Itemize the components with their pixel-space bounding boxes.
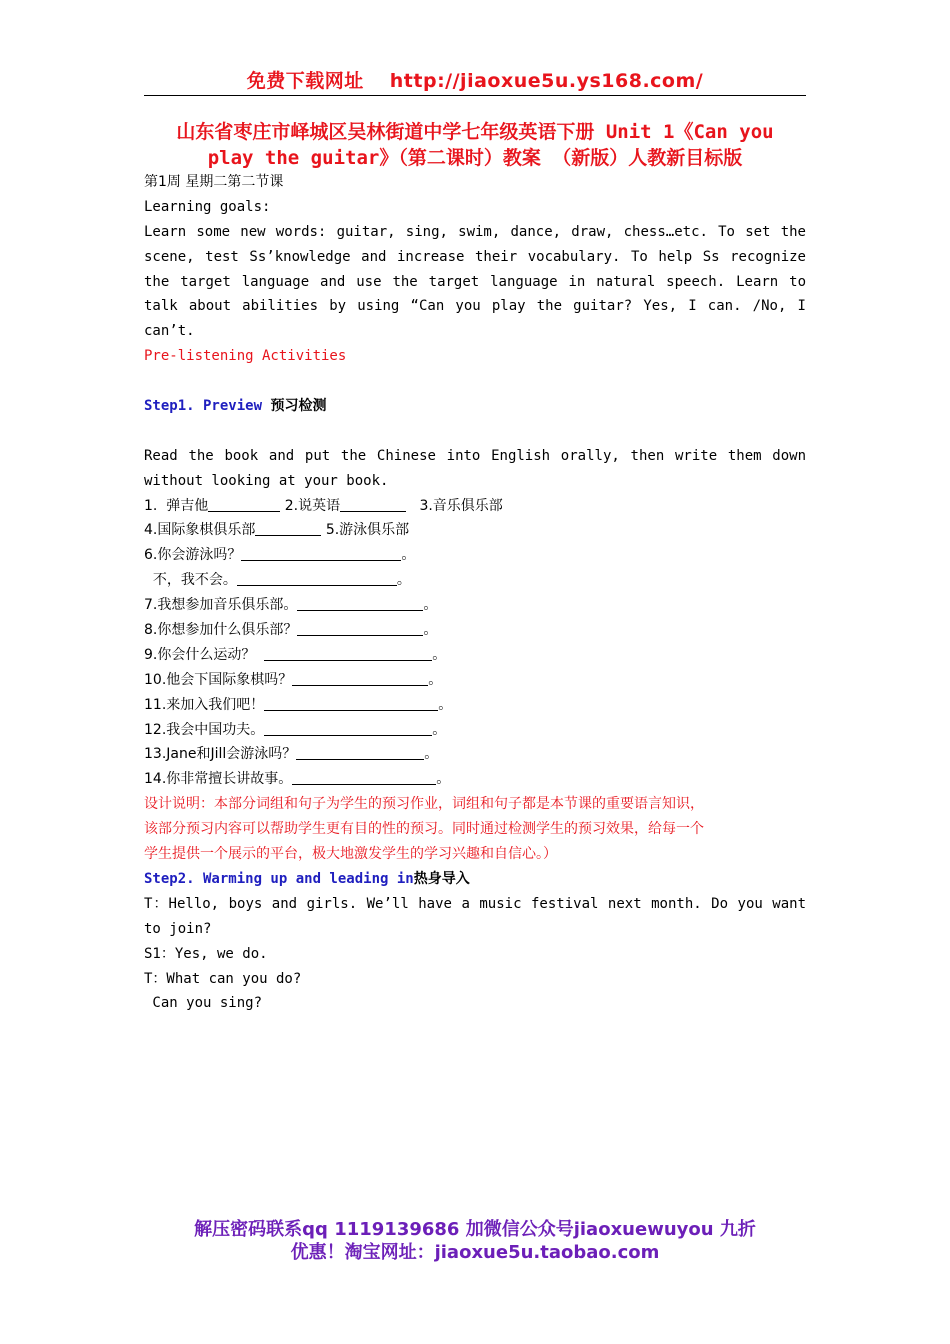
answer-blank-6b[interactable]: [237, 569, 397, 586]
goals-line-2: scene, test Ss’knowledge and increase their vocabulary. To help Ss recognize: [144, 248, 806, 265]
exercise-item-10: 10.他会下国际象棋吗？: [144, 671, 293, 688]
answer-blank-7[interactable]: [297, 594, 423, 611]
exercise-item-12: 12.我会中国功夫。: [144, 721, 265, 738]
period: 。: [438, 696, 453, 713]
spacer: [144, 369, 806, 394]
lesson-week: 第1周 星期二第二节课: [144, 174, 284, 190]
goals-line-1: Learn some new words: guitar, sing, swim, dance, draw, chess…etc. To set the: [144, 223, 806, 240]
design-note-line-1: 设计说明：本部分词组和句子为学生的预习作业，词组和句子都是本节课的重要语言知识，: [144, 796, 704, 813]
exercise-row-6b: [144, 568, 806, 593]
document-title: [144, 119, 806, 171]
exercise-row-11: [144, 693, 806, 718]
step1-heading: [144, 394, 806, 419]
title-line-1: 山东省枣庄市峄城区吴林街道中学七年级英语下册 Unit 1《Can you: [176, 121, 774, 143]
goals-line-5: can’t.: [144, 323, 195, 340]
answer-blank-8[interactable]: [297, 619, 423, 636]
header-url-link[interactable]: http://jiaoxue5u.ys168.com/: [389, 70, 704, 92]
header-divider: [144, 95, 806, 96]
step1-instruction-2: without looking at your book.: [144, 472, 389, 489]
exercise-item-6b: 不，我不会。: [144, 572, 237, 589]
exercise-row-7: [144, 593, 806, 618]
exercise-item-2: 2.说英语: [284, 497, 341, 514]
period: 。: [436, 771, 451, 788]
exercise-row-12: [144, 718, 806, 743]
period: 。: [428, 671, 443, 688]
period: 。: [423, 622, 438, 639]
document-body: [144, 170, 806, 1016]
exercise-item-1: 1. 弹吉他: [144, 497, 209, 514]
step2-label: Step2. Warming up and leading in: [144, 870, 414, 887]
goals-heading: Learning goals:: [144, 198, 271, 215]
dialog-line-3: S1：Yes, we do.: [144, 945, 268, 962]
exercise-row-8: [144, 618, 806, 643]
dialog-line-4: T：What can you do?: [144, 970, 302, 987]
step1-cn: 预习检测: [270, 398, 327, 415]
goals-line-3: the target language and use the target language in natural speech. Learn to: [144, 273, 806, 290]
period: 。: [432, 646, 447, 663]
step2-cn: 热身导入: [413, 870, 470, 887]
exercise-row-9: [144, 643, 806, 668]
exercise-item-11: 11.来加入我们吧！: [144, 696, 265, 713]
design-note-line-3: 学生提供一个展示的平台，极大地激发学生的学习兴趣和自信心。）: [144, 846, 557, 863]
exercise-item-8: 8.你想参加什么俱乐部？: [144, 622, 298, 639]
period: 。: [401, 547, 416, 564]
header-label: 免费下载网址: [246, 70, 364, 92]
exercise-row-13: [144, 742, 806, 767]
dialog-line-1: T：Hello, boys and girls. We’ll have a music festival next month. Do you want: [144, 895, 806, 912]
answer-blank-14[interactable]: [292, 768, 436, 785]
step1-label: Step1. Preview: [144, 398, 263, 415]
answer-blank-6[interactable]: [241, 544, 401, 561]
answer-blank-4[interactable]: [255, 519, 321, 536]
title-line-2: play the guitar》（第二课时）教案 （新版）人教新目标版: [207, 147, 743, 169]
pre-listening-heading: Pre-listening Activities: [144, 348, 347, 365]
goals-line-4: talk about abilities by using “Can you play the guitar? Yes, I can. /No, I: [144, 298, 806, 315]
answer-blank-1[interactable]: [208, 495, 280, 512]
exercise-item-14: 14.你非常擅长讲故事。: [144, 771, 293, 788]
exercise-row-6: [144, 543, 806, 568]
exercise-item-5: 5.游泳俱乐部: [325, 522, 410, 539]
exercise-item-6: 6.你会游泳吗？: [144, 547, 242, 564]
promo-footer: [144, 1218, 806, 1264]
period: 。: [424, 746, 439, 763]
period: 。: [423, 597, 438, 614]
exercise-item-3: 3.音乐俱乐部: [419, 497, 503, 514]
answer-blank-11[interactable]: [264, 694, 438, 711]
footer-line-1: 解压密码联系qq 1119139686 加微信公众号jiaoxuewuyou 九折: [194, 1219, 756, 1240]
answer-blank-10[interactable]: [292, 669, 428, 686]
exercise-item-4: 4.国际象棋俱乐部: [144, 522, 256, 539]
exercise-item-9: 9.你会什么运动？: [144, 646, 260, 663]
answer-blank-13[interactable]: [296, 743, 424, 760]
design-note-line-2: 该部分预习内容可以帮助学生更有目的性的预习。同时通过检测学生的预习效果，给每一个: [144, 821, 704, 838]
exercise-row-14: [144, 767, 806, 792]
period: 。: [432, 721, 447, 738]
answer-blank-9[interactable]: [264, 644, 432, 661]
exercise-row-2: [144, 518, 806, 543]
spacer: [144, 419, 806, 444]
answer-blank-12[interactable]: [264, 719, 432, 736]
dialog-line-5: Can you sing?: [144, 995, 263, 1012]
exercise-row-1: [144, 494, 806, 519]
exercise-row-10: [144, 668, 806, 693]
exercise-item-7: 7.我想参加音乐俱乐部。: [144, 597, 298, 614]
step2-heading: [144, 867, 806, 892]
answer-blank-2[interactable]: [340, 495, 406, 512]
exercise-item-13: 13.Jane和Jill会游泳吗？: [144, 746, 297, 763]
step1-instruction-1: Read the book and put the Chinese into English orally, then write them down: [144, 447, 806, 464]
dialog-line-2: to join?: [144, 920, 212, 937]
period: 。: [396, 572, 411, 589]
download-header: [144, 66, 806, 93]
footer-line-2: 优惠！淘宝网址：jiaoxue5u.taobao.com: [290, 1242, 660, 1263]
